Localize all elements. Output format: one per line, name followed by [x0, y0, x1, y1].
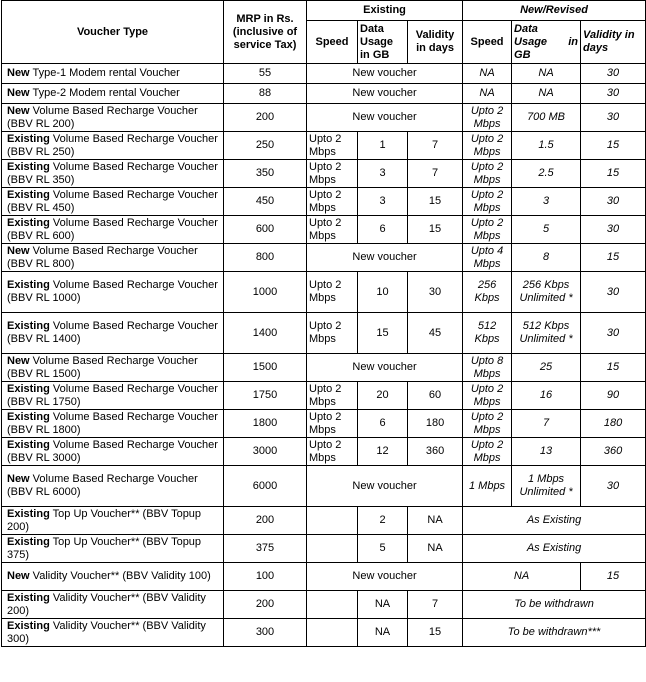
- voucher-type-cell: [2, 216, 224, 244]
- voucher-status: Existing: [7, 188, 50, 201]
- header-existing: Existing: [307, 1, 463, 21]
- new-validity-cell: 30: [581, 188, 646, 216]
- new-data-cell: 512 Kbps Unlimited *: [512, 313, 581, 354]
- voucher-description: Volume Based Recharge Voucher (BBV RL 6000): [7, 473, 198, 498]
- existing-merged-cell: New voucher: [307, 563, 463, 591]
- mrp-cell: 1000: [224, 272, 307, 313]
- new-data-cell: NA: [512, 84, 581, 104]
- existing-data-cell: 2: [358, 507, 408, 535]
- new-validity-cell: 30: [581, 104, 646, 132]
- voucher-status: New: [7, 67, 30, 79]
- voucher-description: Volume Based Recharge Voucher (BBV RL 800): [7, 244, 198, 270]
- mrp-cell: 200: [224, 104, 307, 132]
- existing-speed-cell: Upto 2 Mbps: [307, 410, 358, 438]
- voucher-type-cell: [2, 410, 224, 438]
- existing-validity-cell: 15: [408, 216, 463, 244]
- voucher-status: Existing: [7, 382, 50, 395]
- new-speed-cell: Upto 8 Mbps: [463, 354, 512, 382]
- voucher-status: New: [7, 87, 30, 99]
- existing-validity-cell: 45: [408, 313, 463, 354]
- voucher-description: Validity Voucher** (BBV Validity 100): [29, 570, 211, 582]
- existing-speed-cell: [307, 619, 358, 647]
- mrp-cell: 250: [224, 132, 307, 160]
- new-data-cell: 2.5: [512, 160, 581, 188]
- existing-validity-cell: 15: [408, 619, 463, 647]
- existing-merged-cell: New voucher: [307, 466, 463, 507]
- voucher-status: Existing: [7, 279, 50, 291]
- header-voucher-type: Voucher Type: [2, 1, 224, 64]
- table-row: [2, 216, 646, 244]
- existing-data-cell: 20: [358, 382, 408, 410]
- new-validity-cell: 15: [581, 160, 646, 188]
- existing-validity-cell: 60: [408, 382, 463, 410]
- table-row: [2, 619, 646, 647]
- existing-data-cell: NA: [358, 591, 408, 619]
- new-validity-cell: 30: [581, 64, 646, 84]
- existing-speed-cell: Upto 2 Mbps: [307, 216, 358, 244]
- existing-data-cell: 5: [358, 535, 408, 563]
- voucher-description: Top Up Voucher** (BBV Topup 200): [7, 507, 202, 533]
- table-row: [2, 272, 646, 313]
- voucher-description: Volume Based Recharge Voucher (BBV RL 3000): [7, 438, 218, 464]
- mrp-cell: 200: [224, 507, 307, 535]
- header-new-revised: New/Revised: [463, 1, 646, 21]
- new-merged-cell: To be withdrawn***: [463, 619, 646, 647]
- new-data-cell: NA: [512, 64, 581, 84]
- voucher-status: Existing: [7, 507, 50, 520]
- header-new-speed: Speed: [463, 21, 512, 64]
- voucher-description: Volume Based Recharge Voucher (BBV RL 250): [7, 132, 218, 158]
- existing-data-cell: NA: [358, 619, 408, 647]
- existing-speed-cell: [307, 507, 358, 535]
- voucher-status: Existing: [7, 410, 50, 423]
- voucher-description: Validity Voucher** (BBV Validity 200): [7, 591, 206, 617]
- voucher-description: Validity Voucher** (BBV Validity 300): [7, 619, 206, 645]
- table-row: [2, 466, 646, 507]
- existing-validity-cell: 360: [408, 438, 463, 466]
- table-body: [2, 64, 646, 647]
- voucher-type-cell: [2, 272, 224, 313]
- mrp-cell: 600: [224, 216, 307, 244]
- voucher-type-cell: [2, 507, 224, 535]
- voucher-description: Volume Based Recharge Voucher (BBV RL 450): [7, 188, 218, 214]
- table-row: [2, 507, 646, 535]
- table-row: [2, 132, 646, 160]
- voucher-description: Volume Based Recharge Voucher (BBV RL 1800): [7, 410, 218, 436]
- voucher-status: Existing: [7, 160, 50, 173]
- new-speed-cell: Upto 2 Mbps: [463, 132, 512, 160]
- mrp-cell: 1400: [224, 313, 307, 354]
- voucher-status: New: [7, 104, 30, 117]
- new-validity-cell: 15: [581, 354, 646, 382]
- voucher-status: New: [7, 354, 30, 367]
- table-row: [2, 410, 646, 438]
- new-speed-cell: 256 Kbps: [463, 272, 512, 313]
- mrp-cell: 88: [224, 84, 307, 104]
- mrp-cell: 350: [224, 160, 307, 188]
- voucher-type-cell: [2, 188, 224, 216]
- new-validity-cell: 90: [581, 382, 646, 410]
- new-speed-cell: Upto 2 Mbps: [463, 438, 512, 466]
- existing-data-cell: 6: [358, 410, 408, 438]
- voucher-description: Top Up Voucher** (BBV Topup 375): [7, 535, 202, 561]
- voucher-description: Volume Based Recharge Voucher (BBV RL 350): [7, 160, 218, 186]
- new-validity-cell: 30: [581, 313, 646, 354]
- voucher-description: Type-1 Modem rental Voucher: [29, 67, 180, 79]
- new-speed-cell: Upto 2 Mbps: [463, 382, 512, 410]
- new-validity-cell: 180: [581, 410, 646, 438]
- mrp-cell: 450: [224, 188, 307, 216]
- new-validity-cell: 30: [581, 272, 646, 313]
- voucher-type-cell: [2, 160, 224, 188]
- table-row: [2, 104, 646, 132]
- voucher-type-cell: [2, 84, 224, 104]
- table-row: [2, 64, 646, 84]
- table-row: [2, 591, 646, 619]
- existing-validity-cell: 180: [408, 410, 463, 438]
- header-new-data-line1: Data: [514, 22, 538, 35]
- voucher-type-cell: [2, 104, 224, 132]
- voucher-type-cell: [2, 563, 224, 591]
- existing-speed-cell: Upto 2 Mbps: [307, 438, 358, 466]
- voucher-status: New: [7, 570, 30, 582]
- existing-validity-cell: NA: [408, 535, 463, 563]
- new-validity-cell: 15: [581, 132, 646, 160]
- mrp-cell: 3000: [224, 438, 307, 466]
- voucher-status: Existing: [7, 535, 50, 548]
- new-speed-cell: Upto 2 Mbps: [463, 160, 512, 188]
- header-mrp: MRP in Rs. (inclusive of service Tax): [224, 1, 307, 64]
- new-validity-cell: 30: [581, 466, 646, 507]
- existing-data-cell: 3: [358, 160, 408, 188]
- voucher-description: Volume Based Recharge Voucher (BBV RL 200): [7, 104, 198, 130]
- mrp-cell: 55: [224, 64, 307, 84]
- new-data-cell: 256 Kbps Unlimited *: [512, 272, 581, 313]
- existing-validity-cell: 7: [408, 132, 463, 160]
- existing-data-cell: 6: [358, 216, 408, 244]
- existing-speed-cell: Upto 2 Mbps: [307, 313, 358, 354]
- table-row: [2, 84, 646, 104]
- existing-merged-cell: New voucher: [307, 84, 463, 104]
- new-data-cell: 5: [512, 216, 581, 244]
- voucher-status: Existing: [7, 216, 50, 229]
- existing-speed-cell: Upto 2 Mbps: [307, 272, 358, 313]
- table-row: [2, 313, 646, 354]
- existing-data-cell: 12: [358, 438, 408, 466]
- voucher-description: Volume Based Recharge Voucher (BBV RL 600): [7, 216, 218, 242]
- voucher-type-cell: [2, 313, 224, 354]
- voucher-type-cell: [2, 64, 224, 84]
- mrp-cell: 800: [224, 244, 307, 272]
- header-new-data-line3: GB: [514, 48, 531, 61]
- mrp-cell: 1800: [224, 410, 307, 438]
- mrp-cell: 6000: [224, 466, 307, 507]
- header-existing-validity: Validity in days: [408, 21, 463, 64]
- mrp-cell: 200: [224, 591, 307, 619]
- new-data-cell: 700 MB: [512, 104, 581, 132]
- table-row: [2, 160, 646, 188]
- table-row: [2, 354, 646, 382]
- existing-merged-cell: New voucher: [307, 64, 463, 84]
- voucher-type-cell: [2, 438, 224, 466]
- voucher-description: Type-2 Modem rental Voucher: [29, 87, 180, 99]
- new-speed-cell: Upto 4 Mbps: [463, 244, 512, 272]
- header-new-validity: Validity in days: [581, 21, 646, 64]
- existing-data-cell: 3: [358, 188, 408, 216]
- mrp-cell: 300: [224, 619, 307, 647]
- table-row: [2, 244, 646, 272]
- new-speed-cell: Upto 2 Mbps: [463, 104, 512, 132]
- voucher-type-cell: [2, 382, 224, 410]
- existing-speed-cell: [307, 591, 358, 619]
- voucher-type-cell: [2, 354, 224, 382]
- new-data-cell: 1 Mbps Unlimited *: [512, 466, 581, 507]
- existing-speed-cell: Upto 2 Mbps: [307, 188, 358, 216]
- voucher-type-cell: [2, 535, 224, 563]
- new-data-cell: 3: [512, 188, 581, 216]
- table-row: [2, 188, 646, 216]
- new-data-cell: 1.5: [512, 132, 581, 160]
- existing-merged-cell: New voucher: [307, 104, 463, 132]
- new-merged-cell: As Existing: [463, 507, 646, 535]
- voucher-status: New: [7, 473, 30, 485]
- table-row: [2, 438, 646, 466]
- new-right-cell: 15: [581, 563, 646, 591]
- voucher-table: [1, 0, 646, 647]
- existing-data-cell: 1: [358, 132, 408, 160]
- voucher-description: Volume Based Recharge Voucher (BBV RL 1400): [7, 320, 218, 345]
- existing-validity-cell: NA: [408, 507, 463, 535]
- new-data-cell: 25: [512, 354, 581, 382]
- voucher-status: Existing: [7, 320, 50, 332]
- table-row: [2, 563, 646, 591]
- existing-validity-cell: 7: [408, 591, 463, 619]
- mrp-cell: 375: [224, 535, 307, 563]
- voucher-type-cell: [2, 466, 224, 507]
- voucher-type-cell: [2, 619, 224, 647]
- existing-speed-cell: Upto 2 Mbps: [307, 382, 358, 410]
- voucher-status: New: [7, 244, 30, 257]
- header-existing-data: Data Usage in GB: [358, 21, 408, 64]
- voucher-description: Volume Based Recharge Voucher (BBV RL 1000): [7, 279, 218, 304]
- voucher-description: Volume Based Recharge Voucher (BBV RL 1750): [7, 382, 218, 408]
- header-new-data-line2: [514, 36, 578, 49]
- new-validity-cell: 15: [581, 244, 646, 272]
- mrp-cell: 1750: [224, 382, 307, 410]
- table-row: [2, 535, 646, 563]
- new-speed-cell: Upto 2 Mbps: [463, 188, 512, 216]
- new-left-cell: NA: [463, 563, 581, 591]
- existing-validity-cell: 15: [408, 188, 463, 216]
- mrp-cell: 1500: [224, 354, 307, 382]
- new-speed-cell: NA: [463, 64, 512, 84]
- existing-speed-cell: Upto 2 Mbps: [307, 132, 358, 160]
- new-validity-cell: 30: [581, 84, 646, 104]
- existing-speed-cell: [307, 535, 358, 563]
- existing-data-cell: 15: [358, 313, 408, 354]
- new-speed-cell: 1 Mbps: [463, 466, 512, 507]
- existing-validity-cell: 30: [408, 272, 463, 313]
- header-new-data: [512, 21, 581, 64]
- table-row: [2, 382, 646, 410]
- new-speed-cell: 512 Kbps: [463, 313, 512, 354]
- existing-data-cell: 10: [358, 272, 408, 313]
- voucher-status: Existing: [7, 438, 50, 451]
- voucher-type-cell: [2, 132, 224, 160]
- new-merged-cell: To be withdrawn: [463, 591, 646, 619]
- header-existing-speed: Speed: [307, 21, 358, 64]
- new-data-cell: 8: [512, 244, 581, 272]
- existing-validity-cell: 7: [408, 160, 463, 188]
- new-merged-cell: As Existing: [463, 535, 646, 563]
- voucher-type-cell: [2, 244, 224, 272]
- existing-merged-cell: New voucher: [307, 354, 463, 382]
- voucher-type-cell: [2, 591, 224, 619]
- voucher-status: Existing: [7, 591, 50, 604]
- voucher-description: Volume Based Recharge Voucher (BBV RL 1500): [7, 354, 198, 380]
- voucher-status: Existing: [7, 132, 50, 145]
- header-new-data-word-usage: Usage: [514, 35, 548, 48]
- new-data-cell: 7: [512, 410, 581, 438]
- voucher-status: Existing: [7, 619, 50, 632]
- existing-speed-cell: Upto 2 Mbps: [307, 160, 358, 188]
- mrp-cell: 100: [224, 563, 307, 591]
- header-new-data-word-in: in: [568, 35, 579, 48]
- new-speed-cell: NA: [463, 84, 512, 104]
- new-data-cell: 13: [512, 438, 581, 466]
- existing-merged-cell: New voucher: [307, 244, 463, 272]
- new-validity-cell: 360: [581, 438, 646, 466]
- new-speed-cell: Upto 2 Mbps: [463, 216, 512, 244]
- new-data-cell: 16: [512, 382, 581, 410]
- new-validity-cell: 30: [581, 216, 646, 244]
- new-speed-cell: Upto 2 Mbps: [463, 410, 512, 438]
